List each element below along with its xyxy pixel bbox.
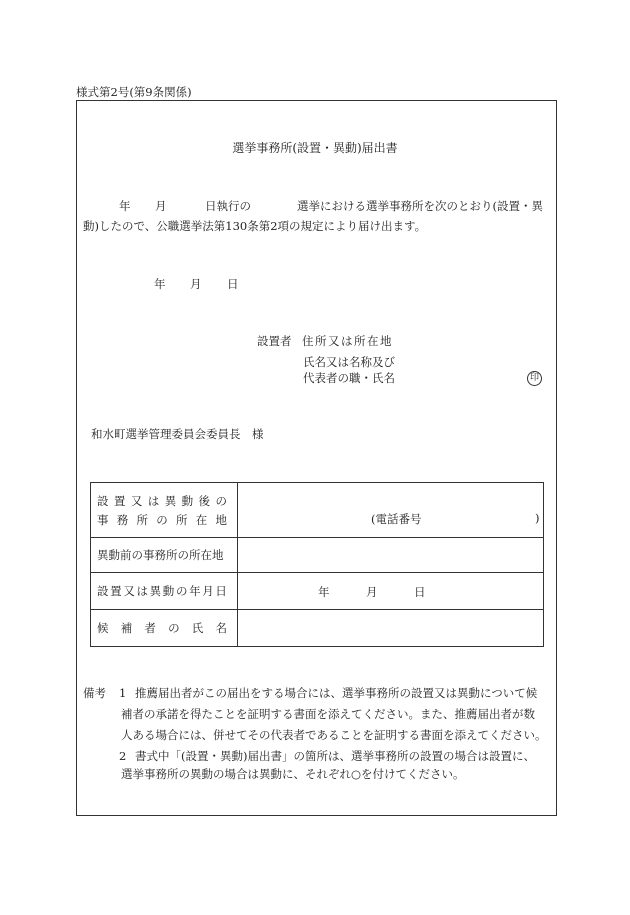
document-title: 選挙事務所(設置・異動)届出書 [232,141,398,155]
body-line2: 動)したので、公職選挙法第130条第2項の規定により届け出ます。 [83,219,427,233]
establisher-address-label: 住所又は所在地 [302,334,393,348]
note1-line2: 補者の承諾を得たことを証明する書面を添えてください。また、推薦届出者が数 [121,707,535,721]
body-day-exec: 日執行の [205,199,251,213]
new-address-cell[interactable] [238,483,544,538]
date-cell[interactable] [238,573,544,610]
row2-header: 異動前の事務所の所在地 [91,538,238,573]
date-day: 日 [227,277,239,291]
seal-mark: 印 [527,371,542,386]
date-month: 月 [190,277,202,291]
table-row [91,538,544,573]
date-cell-day: 日 [414,585,426,599]
note2-number: 2 [119,749,127,763]
phone-close: ) [535,511,540,525]
table-row [91,573,544,610]
table-row [91,610,544,647]
row3-header: 設 置 又 は 異 動 の 年 月 日 [91,573,238,610]
body-line1-rest: 選挙における選挙事務所を次のとおり(設置・異 [297,199,543,213]
note1-line3: 人ある場合には、併せてその代表者であることを証明する書面を添えてください。 [121,728,547,742]
date-year: 年 [154,277,166,291]
body-year: 年 [119,199,131,213]
row1-header [91,483,238,538]
form-number-label: 様式第2号(第9条関係) [76,85,192,99]
establisher-name-label-2: 代表者の職・氏名 [303,371,395,385]
phone-label: (電話番号 [371,512,422,526]
note1-line1: 推薦届出者がこの届出をする場合には、選挙事務所の設置又は異動について候 [135,686,538,700]
info-table [90,482,544,647]
note1-number: 1 [119,686,127,700]
note2-line1: 書式中「(設置・異動)届出書」の箇所は、選挙事務所の設置の場合は設置に、 [135,749,535,763]
establisher-name-label-1: 氏名又は名称及び [303,355,395,369]
date-cell-year: 年 [318,585,330,599]
note2-line2: 選挙事務所の異動の場合は異動に、それぞれ○を付けてください。 [121,767,465,781]
table-row [91,483,544,538]
previous-address-cell[interactable] [238,538,544,573]
date-cell-month: 月 [366,585,378,599]
addressee: 和水町選挙管理委員会委員長 様 [91,427,264,441]
row1-header-line1: 設 置 又 は 異 動 後 の [97,493,227,508]
body-month: 月 [155,199,167,213]
row1-header-line2: 事 務 所 の 所 在 地 [97,512,227,527]
row4-header: 候 補 者 の 氏 名 [91,610,238,647]
notes-label: 備考 [83,686,106,700]
candidate-name-cell[interactable] [238,610,544,647]
establisher-label: 設置者 [257,334,292,348]
